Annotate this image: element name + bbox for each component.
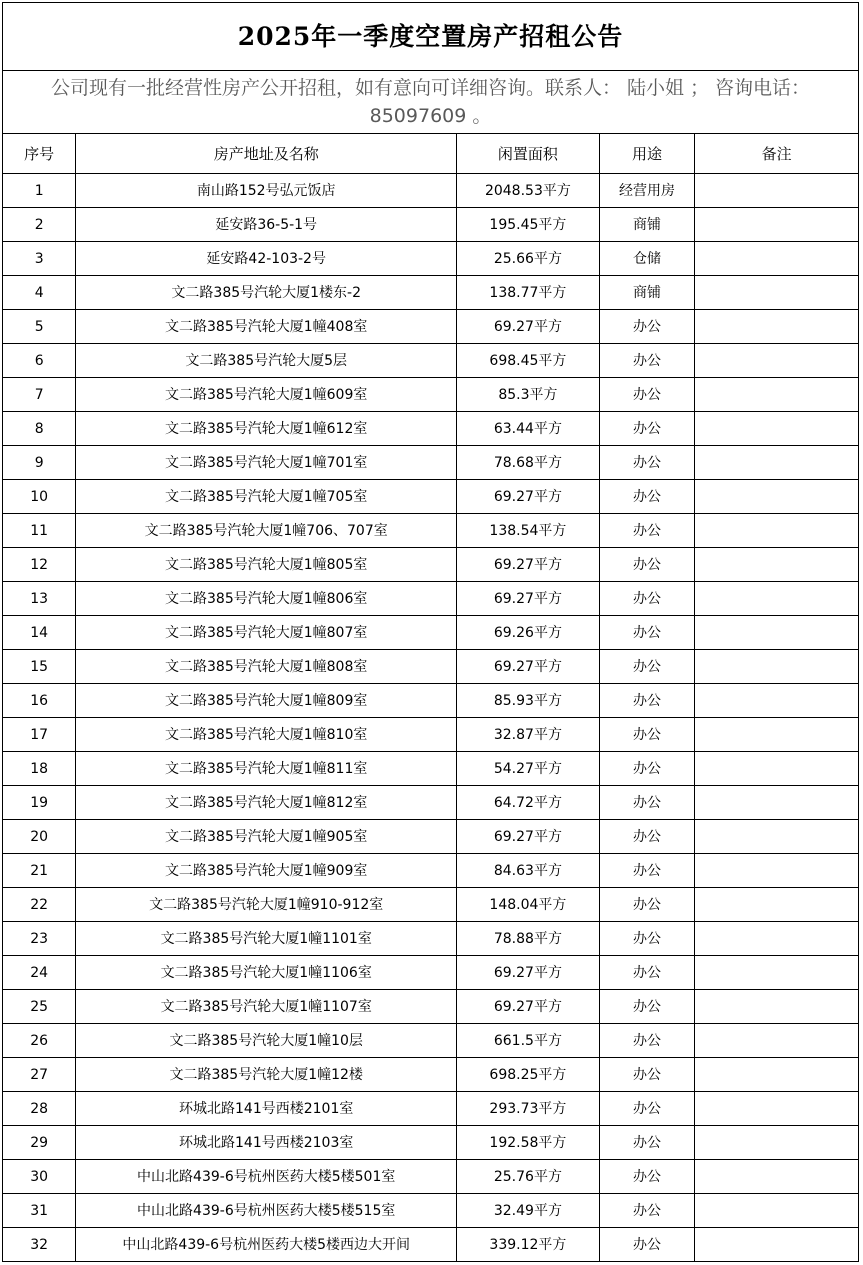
cell-area: 148.04平方 [457,888,600,922]
cell-address: 文二路385号汽轮大厦1幢10层 [76,1024,457,1058]
cell-address: 文二路385号汽轮大厦1幢1106室 [76,956,457,990]
cell-area: 698.25平方 [457,1058,600,1092]
notice-title: 2025年一季度空置房产招租公告 [3,3,859,71]
cell-area: 84.63平方 [457,854,600,888]
cell-use: 办公 [599,1024,694,1058]
cell-use: 办公 [599,1058,694,1092]
cell-area: 69.26平方 [457,616,600,650]
cell-address: 文二路385号汽轮大厦5层 [76,344,457,378]
cell-no: 8 [3,412,76,446]
cell-no: 7 [3,378,76,412]
table-row [3,956,859,990]
cell-note [695,616,859,650]
cell-note [695,582,859,616]
cell-no: 24 [3,956,76,990]
cell-no: 11 [3,514,76,548]
cell-address: 文二路385号汽轮大厦1幢1101室 [76,922,457,956]
table-row [3,820,859,854]
cell-area: 69.27平方 [457,990,600,1024]
table-row [3,276,859,310]
cell-use: 商铺 [599,208,694,242]
cell-no: 10 [3,480,76,514]
cell-note [695,752,859,786]
cell-note [695,922,859,956]
header-area: 闲置面积 [457,134,600,174]
table-row [3,922,859,956]
cell-note [695,956,859,990]
cell-address: 文二路385号汽轮大厦1幢701室 [76,446,457,480]
cell-address: 文二路385号汽轮大厦1幢609室 [76,378,457,412]
cell-no: 2 [3,208,76,242]
cell-area: 195.45平方 [457,208,600,242]
rental-notice-sheet [2,2,859,1262]
cell-address: 环城北路141号西楼2101室 [76,1092,457,1126]
cell-no: 12 [3,548,76,582]
table-row [3,446,859,480]
cell-no: 32 [3,1228,76,1262]
cell-no: 26 [3,1024,76,1058]
cell-area: 25.66平方 [457,242,600,276]
title-row [3,3,859,71]
cell-use: 办公 [599,548,694,582]
cell-no: 3 [3,242,76,276]
cell-note [695,276,859,310]
cell-address: 南山路152号弘元饭店 [76,174,457,208]
cell-use: 办公 [599,378,694,412]
cell-area: 78.88平方 [457,922,600,956]
table-row [3,888,859,922]
table-row [3,752,859,786]
cell-no: 19 [3,786,76,820]
cell-address: 文二路385号汽轮大厦1幢806室 [76,582,457,616]
cell-use: 办公 [599,514,694,548]
cell-address: 中山北路439-6号杭州医药大楼5楼西边大开间 [76,1228,457,1262]
cell-no: 14 [3,616,76,650]
cell-use: 仓储 [599,242,694,276]
cell-address: 文二路385号汽轮大厦1幢612室 [76,412,457,446]
cell-area: 339.12平方 [457,1228,600,1262]
cell-use: 办公 [599,718,694,752]
cell-no: 9 [3,446,76,480]
cell-use: 经营用房 [599,174,694,208]
cell-use: 办公 [599,888,694,922]
cell-use: 办公 [599,786,694,820]
cell-note [695,1160,859,1194]
cell-no: 30 [3,1160,76,1194]
table-header-row [3,134,859,174]
table-row [3,990,859,1024]
cell-note [695,174,859,208]
cell-address: 文二路385号汽轮大厦1幢1107室 [76,990,457,1024]
table-row [3,684,859,718]
table-row [3,412,859,446]
cell-address: 文二路385号汽轮大厦1楼东-2 [76,276,457,310]
table-row [3,548,859,582]
cell-area: 192.58平方 [457,1126,600,1160]
table-row [3,718,859,752]
cell-area: 63.44平方 [457,412,600,446]
cell-address: 文二路385号汽轮大厦1幢810室 [76,718,457,752]
table-body [3,3,859,1262]
table-row [3,1228,859,1262]
cell-note [695,718,859,752]
table-row [3,310,859,344]
cell-address: 文二路385号汽轮大厦1幢910-912室 [76,888,457,922]
cell-note [695,242,859,276]
cell-use: 办公 [599,582,694,616]
cell-area: 698.45平方 [457,344,600,378]
rental-table [2,2,859,1262]
notice-text: 公司现有一批经营性房产公开招租，如有意向可详细咨询。联系人： 陆小姐 ； 咨询电话：85097609 。 [3,71,859,134]
cell-address: 文二路385号汽轮大厦1幢811室 [76,752,457,786]
cell-use: 办公 [599,820,694,854]
cell-note [695,548,859,582]
cell-address: 中山北路439-6号杭州医药大楼5楼515室 [76,1194,457,1228]
cell-area: 54.27平方 [457,752,600,786]
cell-address: 中山北路439-6号杭州医药大楼5楼501室 [76,1160,457,1194]
table-row [3,1160,859,1194]
cell-address: 文二路385号汽轮大厦1幢809室 [76,684,457,718]
cell-area: 69.27平方 [457,820,600,854]
cell-note [695,310,859,344]
cell-area: 138.77平方 [457,276,600,310]
cell-use: 办公 [599,1126,694,1160]
cell-note [695,378,859,412]
cell-use: 办公 [599,344,694,378]
cell-area: 32.87平方 [457,718,600,752]
cell-note [695,1194,859,1228]
cell-note [695,208,859,242]
cell-area: 69.27平方 [457,582,600,616]
cell-no: 23 [3,922,76,956]
cell-use: 办公 [599,854,694,888]
table-row [3,1194,859,1228]
cell-address: 延安路36-5-1号 [76,208,457,242]
cell-area: 69.27平方 [457,956,600,990]
cell-address: 文二路385号汽轮大厦1幢12楼 [76,1058,457,1092]
cell-no: 13 [3,582,76,616]
cell-note [695,480,859,514]
cell-area: 69.27平方 [457,548,600,582]
cell-address: 文二路385号汽轮大厦1幢706、707室 [76,514,457,548]
cell-use: 办公 [599,650,694,684]
table-row [3,854,859,888]
cell-no: 20 [3,820,76,854]
cell-note [695,854,859,888]
cell-area: 293.73平方 [457,1092,600,1126]
cell-area: 2048.53平方 [457,174,600,208]
table-row [3,208,859,242]
cell-note [695,650,859,684]
cell-no: 4 [3,276,76,310]
cell-address: 文二路385号汽轮大厦1幢909室 [76,854,457,888]
cell-area: 85.3平方 [457,378,600,412]
cell-no: 18 [3,752,76,786]
cell-use: 办公 [599,480,694,514]
cell-no: 5 [3,310,76,344]
header-note: 备注 [695,134,859,174]
cell-address: 环城北路141号西楼2103室 [76,1126,457,1160]
cell-address: 延安路42-103-2号 [76,242,457,276]
cell-use: 办公 [599,990,694,1024]
cell-note [695,888,859,922]
header-address: 房产地址及名称 [76,134,457,174]
cell-area: 25.76平方 [457,1160,600,1194]
cell-note [695,1024,859,1058]
cell-use: 办公 [599,956,694,990]
cell-address: 文二路385号汽轮大厦1幢807室 [76,616,457,650]
cell-area: 661.5平方 [457,1024,600,1058]
cell-area: 64.72平方 [457,786,600,820]
table-row [3,1024,859,1058]
cell-note [695,344,859,378]
cell-area: 69.27平方 [457,650,600,684]
table-row [3,1126,859,1160]
cell-use: 办公 [599,684,694,718]
cell-use: 办公 [599,752,694,786]
table-row [3,480,859,514]
table-row [3,616,859,650]
cell-use: 办公 [599,1092,694,1126]
cell-use: 办公 [599,310,694,344]
cell-address: 文二路385号汽轮大厦1幢408室 [76,310,457,344]
cell-no: 21 [3,854,76,888]
cell-note [695,412,859,446]
cell-area: 69.27平方 [457,480,600,514]
cell-use: 办公 [599,1194,694,1228]
cell-no: 15 [3,650,76,684]
cell-address: 文二路385号汽轮大厦1幢705室 [76,480,457,514]
cell-note [695,786,859,820]
cell-address: 文二路385号汽轮大厦1幢805室 [76,548,457,582]
cell-use: 办公 [599,412,694,446]
cell-use: 办公 [599,1160,694,1194]
cell-area: 32.49平方 [457,1194,600,1228]
cell-note [695,1126,859,1160]
cell-note [695,514,859,548]
cell-no: 6 [3,344,76,378]
cell-no: 31 [3,1194,76,1228]
table-row [3,242,859,276]
cell-area: 69.27平方 [457,310,600,344]
cell-use: 办公 [599,446,694,480]
table-row [3,786,859,820]
header-use: 用途 [599,134,694,174]
cell-no: 16 [3,684,76,718]
cell-use: 商铺 [599,276,694,310]
cell-note [695,990,859,1024]
cell-no: 25 [3,990,76,1024]
cell-note [695,446,859,480]
cell-use: 办公 [599,616,694,650]
cell-note [695,684,859,718]
cell-no: 28 [3,1092,76,1126]
table-row [3,344,859,378]
table-row [3,174,859,208]
cell-address: 文二路385号汽轮大厦1幢905室 [76,820,457,854]
table-row [3,514,859,548]
cell-note [695,1228,859,1262]
table-row [3,378,859,412]
cell-note [695,820,859,854]
cell-area: 85.93平方 [457,684,600,718]
table-row [3,582,859,616]
header-no: 序号 [3,134,76,174]
cell-area: 138.54平方 [457,514,600,548]
cell-area: 78.68平方 [457,446,600,480]
table-row [3,650,859,684]
table-row [3,1058,859,1092]
cell-no: 22 [3,888,76,922]
cell-no: 17 [3,718,76,752]
cell-use: 办公 [599,1228,694,1262]
notice-row [3,71,859,134]
cell-note [695,1058,859,1092]
cell-address: 文二路385号汽轮大厦1幢808室 [76,650,457,684]
cell-no: 29 [3,1126,76,1160]
cell-note [695,1092,859,1126]
cell-address: 文二路385号汽轮大厦1幢812室 [76,786,457,820]
cell-use: 办公 [599,922,694,956]
cell-no: 27 [3,1058,76,1092]
table-row [3,1092,859,1126]
cell-no: 1 [3,174,76,208]
